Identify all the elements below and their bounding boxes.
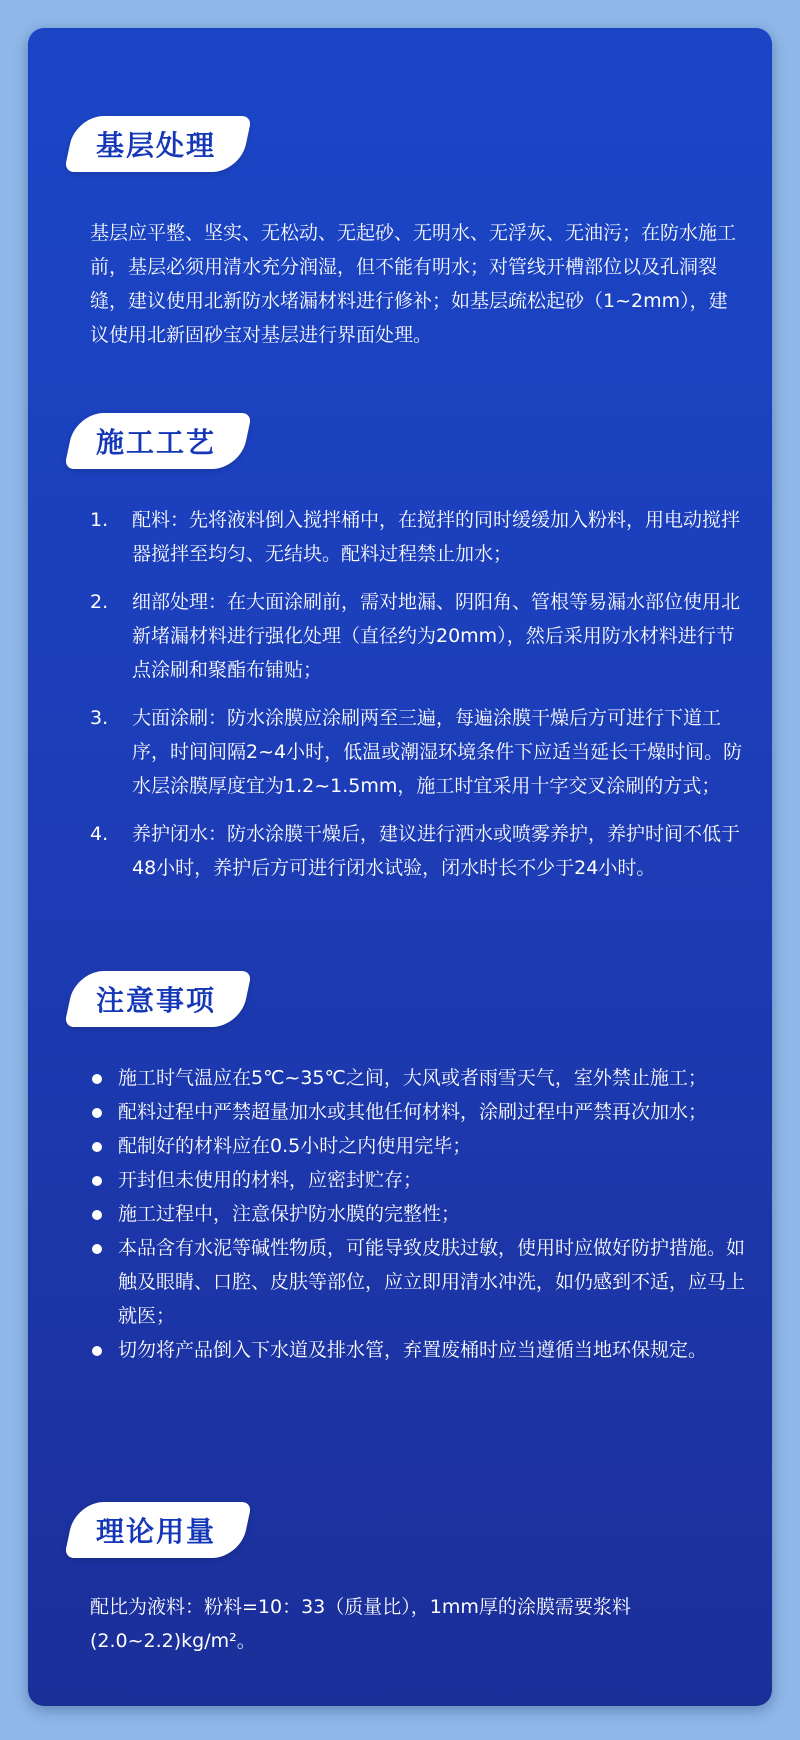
base-treatment-text: 基层应平整、坚实、无松动、无起砂、无明水、无浮灰、无油污；在防水施工前，基层必须用清水充分润湿，但不能有明水；对管线开槽部位以及孔洞裂缝，建议使用北新防水堵漏材料进行修补；如基层疏松起砂（1~2mm），建议使用北新固砂宝对基层进行界面处理。 xyxy=(90,222,737,346)
step-number: 1. xyxy=(90,509,109,531)
section-title: 理论用量 xyxy=(96,1515,217,1548)
section-title: 注意事项 xyxy=(96,984,217,1017)
list-item xyxy=(90,1333,750,1367)
list-item xyxy=(90,701,750,803)
step-number: 2. xyxy=(90,591,109,613)
section-title-tag xyxy=(64,971,252,1027)
step-number: 4. xyxy=(90,823,109,845)
step-text: 养护闭水：防水涂膜干燥后，建议进行洒水或喷雾养护，养护时间不低于48小时，养护后方可进行闭水试验，闭水时长不少于24小时。 xyxy=(132,823,741,879)
list-item xyxy=(90,1061,750,1095)
section-title: 施工工艺 xyxy=(96,426,217,459)
note-text: 开封但未使用的材料，应密封贮存； xyxy=(118,1169,423,1191)
step-text: 配料：先将液料倒入搅拌桶中，在搅拌的同时缓缓加入粉料，用电动搅拌器搅拌至均匀、无结块。配料过程禁止加水； xyxy=(132,509,741,565)
list-item xyxy=(90,503,750,571)
note-text: 本品含有水泥等碱性物质，可能导致皮肤过敏，使用时应做好防护措施。如触及眼睛、口腔、皮肤等部位，应立即用清水冲洗，如仍感到不适，应马上就医； xyxy=(118,1237,746,1327)
list-item xyxy=(90,817,750,885)
process-steps-list xyxy=(90,503,750,899)
section-title: 基层处理 xyxy=(96,129,217,162)
section-title-tag xyxy=(64,116,252,172)
precautions-list xyxy=(90,1061,750,1367)
step-text: 大面涂刷：防水涂膜应涂刷两至三遍，每遍涂膜干燥后方可进行下道工序，时间间隔2~4小时，低温或潮湿环境条件下应适当延长干燥时间。防水层涂膜厚度宜为1.2~1.5mm，施工时宜采用十字交叉涂刷的方式； xyxy=(132,707,743,797)
bullet-dot-icon xyxy=(92,1142,102,1152)
bullet-dot-icon xyxy=(92,1346,102,1356)
list-item xyxy=(90,585,750,687)
note-text: 配料过程中严禁超量加水或其他任何材料，涂刷过程中严禁再次加水； xyxy=(118,1101,708,1123)
content-card xyxy=(28,28,772,1706)
note-text: 施工时气温应在5℃~35℃之间，大风或者雨雪天气，室外禁止施工； xyxy=(118,1067,707,1089)
list-item xyxy=(90,1231,750,1333)
section-title-tag xyxy=(64,413,252,469)
list-item xyxy=(90,1163,750,1197)
step-number: 3. xyxy=(90,707,109,729)
note-text: 施工过程中，注意保护防水膜的完整性； xyxy=(118,1203,461,1225)
bullet-dot-icon xyxy=(92,1244,102,1254)
step-text: 细部处理：在大面涂刷前，需对地漏、阴阳角、管根等易漏水部位使用北新堵漏材料进行强化处理（直径约为20mm），然后采用防水材料进行节点涂刷和聚酯布铺贴； xyxy=(132,591,741,681)
usage-text: 配比为液料：粉料=10：33（质量比），1mm厚的涂膜需要浆料(2.0~2.2)kg/m²。 xyxy=(90,1596,631,1652)
list-item xyxy=(90,1095,750,1129)
list-item xyxy=(90,1197,750,1231)
bullet-dot-icon xyxy=(92,1108,102,1118)
bullet-dot-icon xyxy=(92,1074,102,1084)
note-text: 切勿将产品倒入下水道及排水管，弃置废桶时应当遵循当地环保规定。 xyxy=(118,1339,708,1361)
note-text: 配制好的材料应在0.5小时之内使用完毕； xyxy=(118,1135,472,1157)
section-title-tag xyxy=(64,1502,252,1558)
list-item xyxy=(90,1129,750,1163)
bullet-dot-icon xyxy=(92,1210,102,1220)
bullet-dot-icon xyxy=(92,1176,102,1186)
